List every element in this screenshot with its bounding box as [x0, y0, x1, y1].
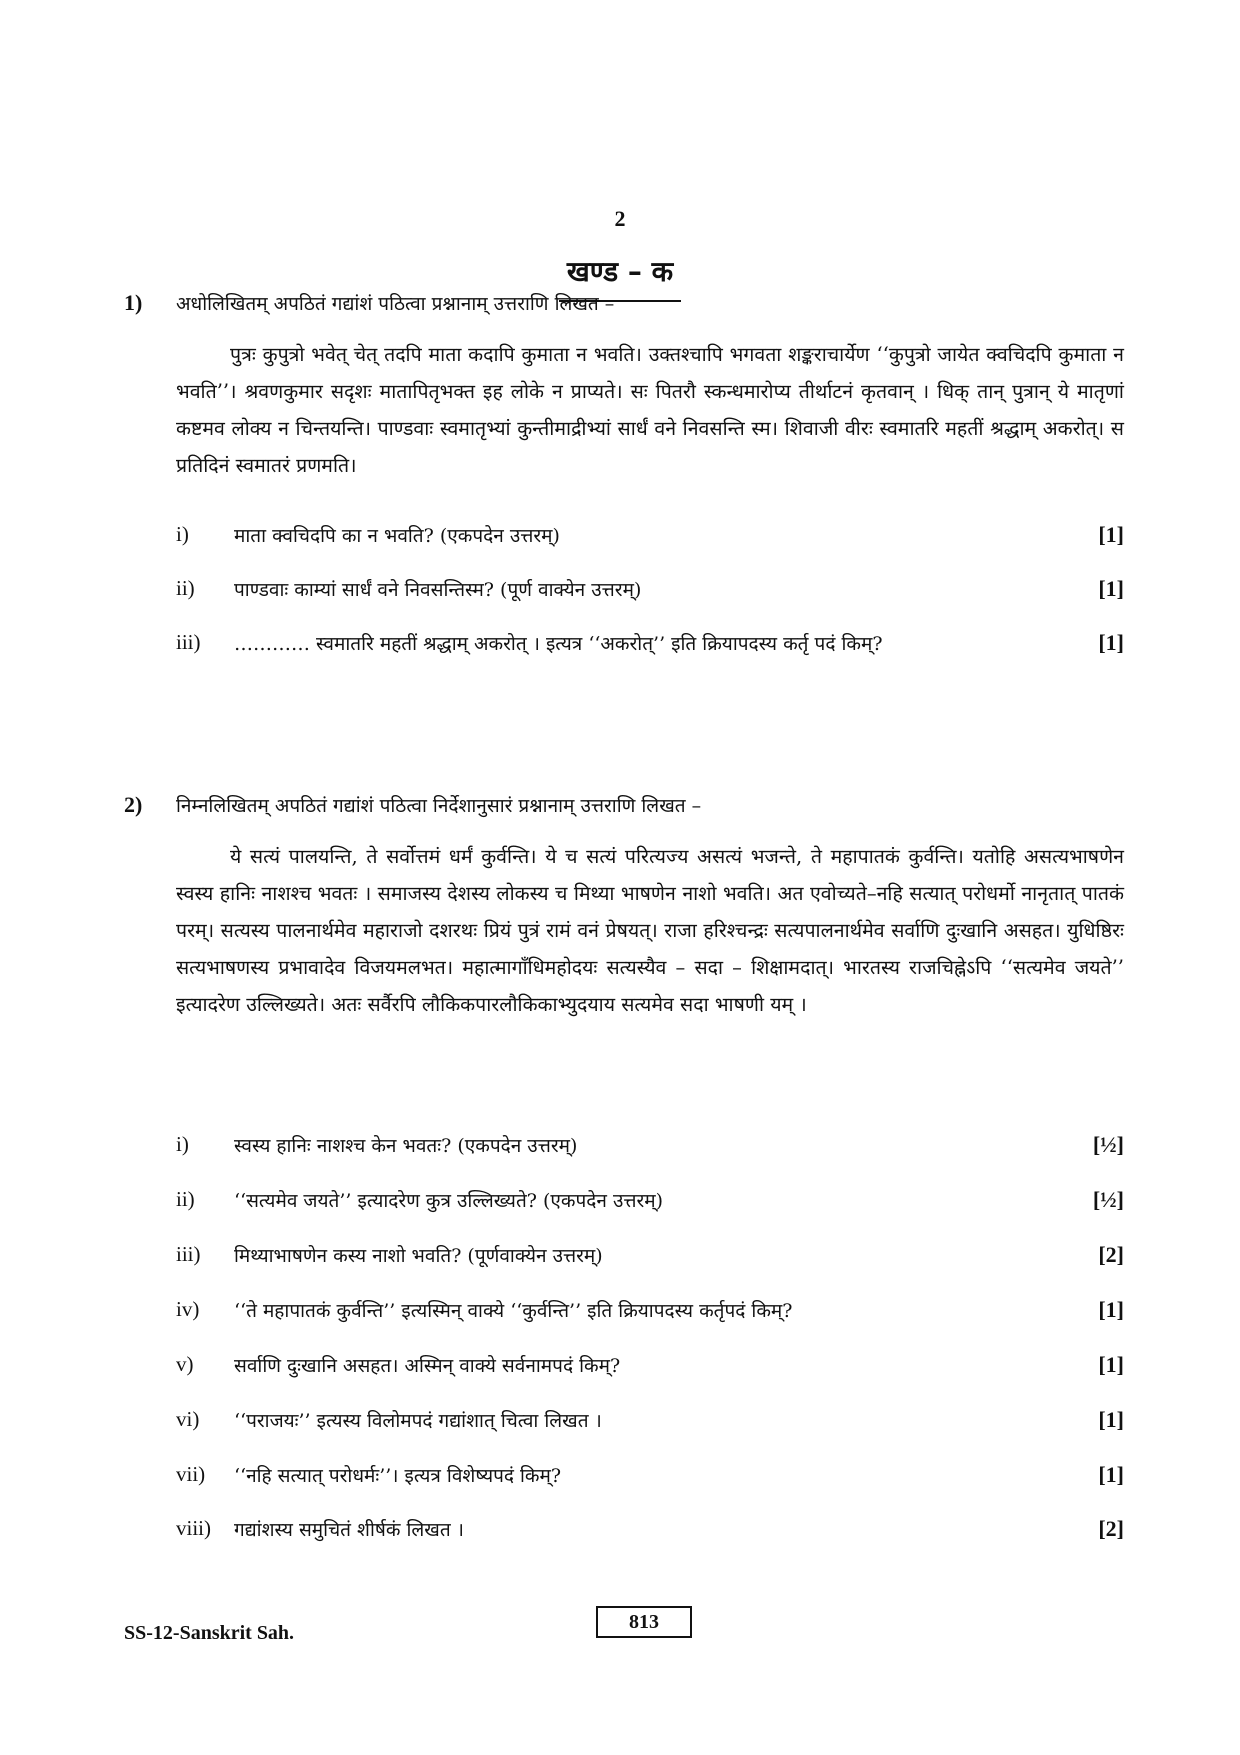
sub-question	[176, 1462, 1124, 1492]
sub-question	[176, 522, 1124, 552]
sub-question	[176, 630, 1124, 660]
sub-question	[176, 1242, 1124, 1272]
sub-question	[176, 576, 1124, 606]
sub-question-text: ‘‘नहि सत्यात् परोधर्मः’’। इत्यत्र विशेष्यपदं किम्?	[234, 1465, 562, 1487]
sub-question-number: iii)	[176, 630, 201, 654]
page-number: 2	[614, 206, 626, 231]
sub-question-text: सर्वाणि दुःखानि असहत। अस्मिन् वाक्ये सर्वनामपदं किम्?	[234, 1355, 621, 1377]
question-number: 2)	[124, 792, 143, 817]
marks: [2]	[1098, 1242, 1124, 1267]
sub-question-number: vii)	[176, 1462, 206, 1486]
sub-question-number: v)	[176, 1352, 194, 1376]
sub-question	[176, 1297, 1124, 1327]
sub-question-number: ii)	[176, 1187, 195, 1211]
marks: [1]	[1098, 630, 1124, 655]
question-heading: निम्नलिखितम् अपठितं गद्यांशं पठित्वा निर्देशानुसारं प्रश्नानाम् उत्तराणि लिखत –	[176, 795, 702, 817]
sub-question-number: vi)	[176, 1407, 200, 1431]
sub-question-text: ‘‘पराजयः’’ इत्यस्य विलोमपदं गद्यांशात् चित्वा लिखत ।	[234, 1410, 602, 1432]
marks: [½]	[1092, 1132, 1124, 1157]
sub-question-text: ‘‘ते महापातकं कुर्वन्ति’’ इत्यस्मिन् वाक्ये ‘‘कुर्वन्ति’’ इति क्रियापदस्य कर्तृपदं किम्?	[234, 1300, 793, 1322]
sub-question-text: ‘‘सत्यमेव जयते’’ इत्यादरेण कुत्र उल्लिख्यते? (एकपदेन उत्तरम्)	[234, 1190, 664, 1212]
sub-question-number: iv)	[176, 1297, 200, 1321]
passage: ये सत्यं पालयन्ति, ते सर्वोत्तमं धर्मं कुर्वन्ति। ये च सत्यं परित्यज्य असत्यं भजन्ते, ते महापातकं कुर्वन्ति। यतोहि असत्यभाषणेन स्वस्य हानिः नाशश्च भवतः । समाजस्य देशस्य लोकस्य च मिथ्या भाषणेन नाशो भवति। अत एवोच्यते–नहि सत्यात् परोधर्मो नानृतात् पातकं परम्। सत्यस्य पालनार्थमेव महाराजो दशरथः प्रियं पुत्रं रामं वनं प्रेषयत्। राजा हरिश्चन्द्रः सत्यपालनार्थमेव सर्वाणि दुःखानि असहत। युधिष्ठिरः सत्यभाषणस्य प्रभावादेव विजयमलभत। महात्मागाँधिमहोदयः सत्यस्यैव – सदा – शिक्षामदात्। भारतस्य राजचिह्नेऽपि ‘‘सत्यमेव जयते’’ इत्यादरेण उल्लिख्यते। अतः सर्वैरपि लौकिकपारलौकिकाभ्युदयाय सत्यमेव सदा भाषणी यम् ।	[176, 845, 1124, 1016]
section-title-text: खण्ड – क	[559, 252, 681, 302]
sub-question-number: viii)	[176, 1516, 211, 1540]
paper-number-box: 813	[596, 1606, 692, 1638]
sub-question-number: i)	[176, 522, 189, 546]
marks: [½]	[1092, 1187, 1124, 1212]
marks: [1]	[1098, 1407, 1124, 1432]
paper-code: SS-12-Sanskrit Sah.	[124, 1622, 295, 1644]
sub-question-number: i)	[176, 1132, 189, 1156]
sub-question-text: स्वस्य हानिः नाशश्च केन भवतः? (एकपदेन उत्तरम्)	[234, 1135, 578, 1157]
marks: [1]	[1098, 1297, 1124, 1322]
sub-question-number: ii)	[176, 576, 195, 600]
question-heading: अधोलिखितम् अपठितं गद्यांशं पठित्वा प्रश्नानाम् उत्तराणि लिखत –	[176, 293, 615, 315]
sub-question	[176, 1187, 1124, 1217]
sub-question-number: iii)	[176, 1242, 201, 1266]
sub-question-text: ………… स्वमातरि महतीं श्रद्धाम् अकरोत् । इत्यत्र ‘‘अकरोत्’’ इति क्रियापदस्य कर्तृ पदं किम्?	[234, 633, 883, 655]
sub-question-text: माता क्वचिदपि का न भवति? (एकपदेन उत्तरम्)	[234, 525, 560, 547]
passage: पुत्रः कुपुत्रो भवेत् चेत् तदपि माता कदापि कुमाता न भवति। उक्तश्चापि भगवता शङ्कराचार्येण ‘‘कुपुत्रो जायेत क्वचिदपि कुमाता न भवति’’। श्रवणकुमार सदृशः मातापितृभक्त इह लोके न प्राप्यते। सः पितरौ स्कन्धमारोप्य तीर्थाटनं कृतवान् । धिक् तान् पुत्रान् ये मातृणां कष्टमव लोक्य न चिन्तयन्ति। पाण्डवाः स्वमातृभ्यां कुन्तीमाद्रीभ्यां सार्धं वने निवसन्ति स्म। शिवाजी वीरः स्वमातरि महतीं श्रद्धाम् अकरोत्। स प्रतिदिनं स्वमातरं प्रणमति।	[176, 343, 1124, 477]
sub-question	[176, 1352, 1124, 1382]
sub-question-text: मिथ्याभाषणेन कस्य नाशो भवति? (पूर्णवाक्येन उत्तरम्)	[234, 1245, 603, 1267]
marks: [1]	[1098, 522, 1124, 547]
sub-question-text: पाण्डवाः काम्यां सार्धं वने निवसन्तिस्म? (पूर्ण वाक्येन उत्तरम्)	[234, 579, 642, 601]
sub-question	[176, 1516, 1124, 1546]
marks: [1]	[1098, 576, 1124, 601]
sub-question	[176, 1132, 1124, 1162]
marks: [1]	[1098, 1352, 1124, 1377]
marks: [1]	[1098, 1462, 1124, 1487]
question-number: 1)	[124, 290, 143, 315]
sub-question	[176, 1407, 1124, 1437]
marks: [2]	[1098, 1516, 1124, 1541]
sub-question-text: गद्यांशस्य समुचितं शीर्षकं लिखत ।	[234, 1519, 464, 1541]
